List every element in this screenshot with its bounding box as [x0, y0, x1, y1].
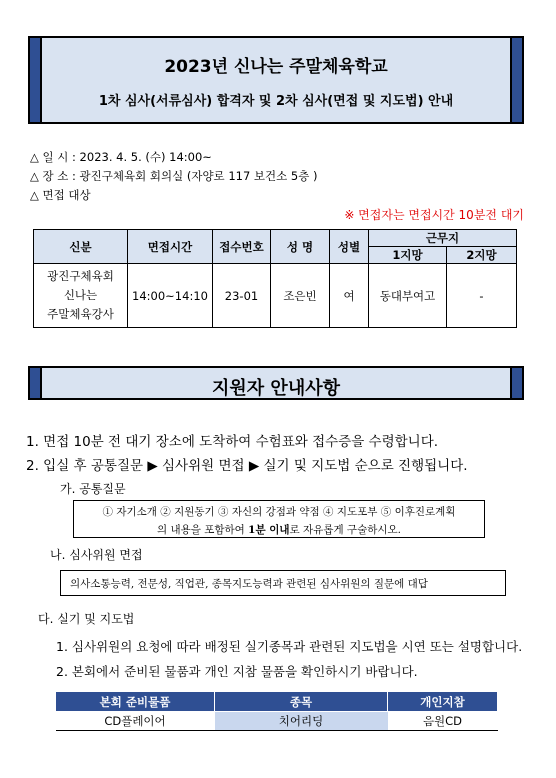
- waiting-note: ※ 면접자는 면접시간 10분전 대기: [344, 208, 524, 222]
- header-gender: 성별: [330, 230, 369, 264]
- panel-interview-box: 의사소통능력, 전문성, 직업관, 종목지도능력과 관련된 심사위원의 질문에 대답: [60, 570, 506, 596]
- header-division: 신분: [34, 230, 128, 264]
- sub-heading-ga: 가. 공통질문: [60, 482, 126, 496]
- header-number: 접수번호: [213, 230, 271, 264]
- cell-gender: 여: [330, 264, 369, 328]
- cell-division: [34, 264, 128, 328]
- table-row: [56, 712, 498, 731]
- box-text: 로 자유롭게 구술하시오.: [289, 524, 401, 536]
- equip-header-sport: 종목: [215, 692, 388, 712]
- info-targets: △ 면접 대상: [30, 188, 91, 202]
- division-line: 광진구체육회: [47, 269, 114, 283]
- header-work-area: 근무지: [369, 230, 517, 247]
- equip-header-prepared: 본회 준비물품: [56, 692, 215, 712]
- table-row: [34, 264, 517, 328]
- banner-right-bar: [510, 38, 524, 122]
- equip-header-personal: 개인지참: [388, 692, 498, 712]
- header-second-choice: 2지망: [447, 247, 517, 264]
- division-line: 신나는: [63, 288, 98, 302]
- common-questions-box: [73, 500, 485, 538]
- section-banner: [28, 366, 524, 400]
- info-place: △ 장 소 : 광진구체육회 회의실 (자양로 117 보건소 5층 ): [30, 169, 318, 183]
- banner-left-bar: [28, 38, 42, 122]
- guide-item-2: 2. 입실 후 공통질문 ▶ 심사위원 면접 ▶ 실기 및 지도법 순으로 진행됩니다.: [26, 458, 468, 474]
- header-time: 면접시간: [128, 230, 213, 264]
- division-line: 주말체육강사: [47, 307, 114, 321]
- cell-first-choice: 동대부여고: [369, 264, 447, 328]
- equip-cell-prepared: CD플레이어: [56, 712, 215, 731]
- sub-heading-na: 나. 심사위원 면접: [50, 548, 143, 562]
- interview-table: [33, 229, 517, 328]
- guide-item-1: 1. 면접 10분 전 대기 장소에 도착하여 수험표와 접수증을 수령합니다.: [26, 434, 439, 450]
- header-first-choice: 1지망: [369, 247, 447, 264]
- practical-item-1: 1. 심사위원의 요청에 따라 배정된 실기종목과 관련된 지도법을 시연 또는 설명합니다.: [56, 639, 523, 654]
- page-title: 2023년 신나는 주말체육학교: [164, 57, 388, 77]
- equip-cell-personal: 음원CD: [388, 712, 498, 731]
- practical-item-2: 2. 본회에서 준비된 물품과 개인 지참 물품을 확인하시기 바랍니다.: [56, 664, 418, 679]
- page-subtitle: 1차 심사(서류심사) 합격자 및 2차 심사(면접 및 지도법) 안내: [98, 94, 454, 109]
- box-text: 의 내용을 포함하여: [156, 524, 249, 536]
- title-banner: [28, 36, 524, 124]
- cell-number: 23-01: [213, 264, 271, 328]
- sub-heading-da: 다. 실기 및 지도법: [38, 612, 135, 626]
- cell-name: 조은빈: [271, 264, 330, 328]
- common-questions-line: ① 자기소개 ② 지원동기 ③ 자신의 강점과 약점 ④ 지도포부 ⑤ 이후진로계획: [102, 506, 456, 518]
- equip-cell-sport: 치어리딩: [215, 712, 388, 731]
- cell-second-choice: -: [447, 264, 517, 328]
- equipment-table: [55, 691, 498, 731]
- cell-time: 14:00~14:10: [128, 264, 213, 328]
- section-title: 지원자 안내사항: [212, 378, 340, 399]
- common-questions-line: [74, 522, 484, 537]
- info-date: △ 일 시 : 2023. 4. 5. (수) 14:00~: [30, 150, 212, 164]
- time-limit-text: 1분 이내: [248, 524, 290, 536]
- header-name: 성 명: [271, 230, 330, 264]
